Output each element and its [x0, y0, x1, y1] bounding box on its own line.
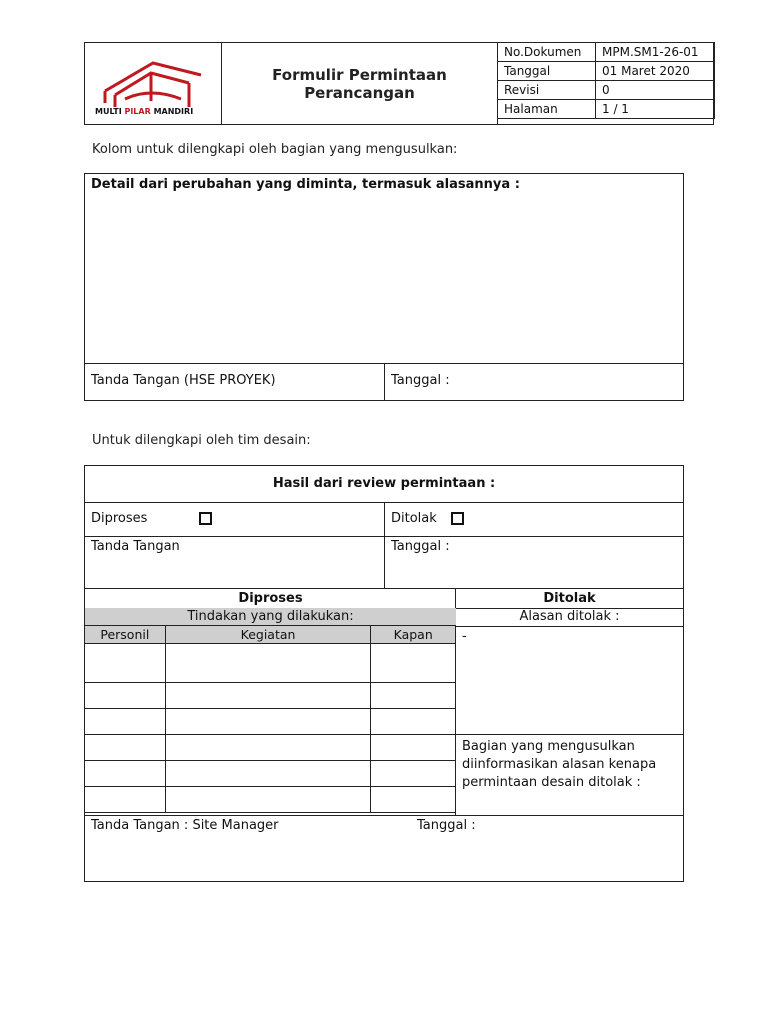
processed-checkbox[interactable] — [199, 512, 212, 525]
activity-cell[interactable] — [165, 683, 371, 709]
activity-cell[interactable] — [165, 735, 371, 761]
table-row — [85, 683, 456, 709]
rejection-reason-label: Alasan ditolak : — [456, 608, 683, 627]
form-title-line1: Formulir Permintaan — [272, 65, 447, 84]
personnel-cell[interactable] — [85, 735, 166, 761]
actions-taken-label: Tindakan yang dilakukan: — [85, 608, 456, 627]
table-row — [85, 787, 456, 813]
site-manager-date-label: Tanggal : — [417, 818, 476, 833]
when-cell[interactable] — [371, 644, 456, 683]
when-cell[interactable] — [371, 787, 456, 813]
change-detail-label: Detail dari perubahan yang diminta, termasuk alasannya : — [91, 177, 520, 192]
design-review-section — [84, 465, 684, 882]
hse-date-field[interactable] — [385, 364, 683, 400]
meta-value: 1 / 1 — [596, 100, 715, 119]
rejection-reason-value: - — [462, 629, 467, 644]
table-row — [85, 709, 456, 735]
section2-intro: Untuk dilengkapi oleh tim desain: — [92, 433, 311, 448]
design-date-label: Tanggal : — [391, 539, 450, 554]
meta-value: MPM.SM1-26-01 — [596, 43, 715, 62]
meta-row — [498, 81, 715, 100]
activity-cell[interactable] — [165, 644, 371, 683]
table-row — [85, 644, 456, 683]
requester-informed-text: Bagian yang mengusulkan diinformasikan alasan kenapa permintaan desain ditolak : — [462, 739, 657, 790]
table-row — [85, 735, 456, 761]
when-cell[interactable] — [371, 761, 456, 787]
actions-table-header — [85, 626, 456, 644]
personnel-cell[interactable] — [85, 709, 166, 735]
activity-cell[interactable] — [165, 787, 371, 813]
logo-text: MULTI PILAR MANDIRI — [95, 107, 194, 116]
rejection-reason-field[interactable] — [456, 626, 683, 735]
personnel-cell[interactable] — [85, 761, 166, 787]
when-cell[interactable] — [371, 709, 456, 735]
processed-option[interactable] — [85, 502, 385, 537]
rejected-label: Ditolak — [391, 511, 437, 526]
actions-table — [84, 625, 456, 813]
rejected-block — [456, 589, 683, 815]
design-signature-label: Tanda Tangan — [91, 539, 180, 554]
meta-value: 01 Maret 2020 — [596, 62, 715, 81]
column-header: Personil — [85, 626, 166, 644]
design-date-field[interactable] — [385, 537, 683, 589]
personnel-cell[interactable] — [85, 683, 166, 709]
meta-row — [498, 43, 715, 62]
section1-intro: Kolom untuk dilengkapi oleh bagian yang mengusulkan: — [92, 142, 458, 157]
rejected-header: Ditolak — [456, 589, 683, 609]
table-row — [85, 761, 456, 787]
rejected-option[interactable] — [385, 502, 683, 537]
change-detail-field[interactable] — [85, 174, 683, 364]
requester-informed-field[interactable] — [456, 735, 683, 815]
personnel-cell[interactable] — [85, 787, 166, 813]
processed-label: Diproses — [91, 511, 148, 526]
personnel-cell[interactable] — [85, 644, 166, 683]
document-header — [84, 42, 714, 125]
hse-signature-label: Tanda Tangan (HSE PROYEK) — [91, 373, 276, 388]
site-manager-signature-label: Tanda Tangan : Site Manager — [91, 818, 279, 833]
processed-block — [85, 589, 456, 815]
hse-date-label: Tanggal : — [391, 373, 450, 388]
company-logo — [85, 43, 222, 124]
rejected-checkbox[interactable] — [451, 512, 464, 525]
site-manager-signature-field[interactable] — [85, 815, 683, 881]
request-detail-section — [84, 173, 684, 401]
document-meta-table — [497, 42, 715, 119]
column-header: Kegiatan — [165, 626, 371, 644]
when-cell[interactable] — [371, 683, 456, 709]
meta-row — [498, 100, 715, 119]
column-header: Kapan — [371, 626, 456, 644]
meta-key: Revisi — [498, 81, 596, 100]
form-title — [222, 43, 498, 124]
meta-key: Halaman — [498, 100, 596, 119]
form-title-line2: Perancangan — [304, 83, 415, 102]
meta-value: 0 — [596, 81, 715, 100]
when-cell[interactable] — [371, 735, 456, 761]
review-result-title: Hasil dari review permintaan : — [85, 466, 683, 503]
meta-key: No.Dokumen — [498, 43, 596, 62]
hse-signature-field[interactable] — [85, 364, 385, 400]
meta-key: Tanggal — [498, 62, 596, 81]
design-signature-field[interactable] — [85, 537, 385, 589]
activity-cell[interactable] — [165, 761, 371, 787]
meta-row — [498, 62, 715, 81]
processed-header: Diproses — [85, 589, 456, 609]
activity-cell[interactable] — [165, 709, 371, 735]
